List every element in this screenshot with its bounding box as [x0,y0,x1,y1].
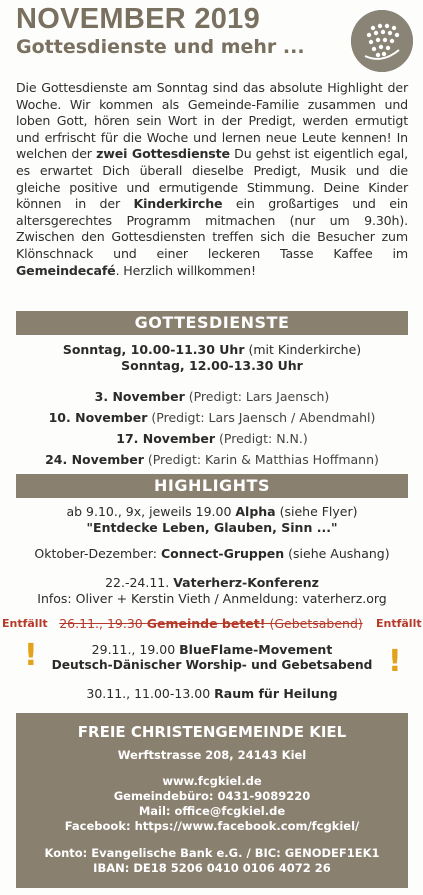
page-subtitle: Gottesdienste und mehr ... [16,36,305,58]
cancelled-label-right: Entfällt [376,617,422,630]
highlight-vaterherz: 22.-24.11. Vaterherz-Konferenz [105,575,319,590]
church-facebook-link[interactable]: Facebook: https://www.facebook.com/fcgkiel/ [64,819,360,833]
exclamation-icon: ! [24,638,38,673]
service-date: 10. November (Predigt: Lars Jaensch / Abendmahl) [48,410,376,425]
service-date: 3. November (Predigt: Lars Jaensch) [94,389,330,404]
cancelled-label-left: Entfällt [2,617,48,630]
cancelled-event: 26.11., 19.30 Gemeinde betet! (Gebetsabend) [59,616,363,631]
highlight-blueflame: 29.11., 19.00 BlueFlame-Movement [91,642,333,657]
header [16,4,336,59]
gottesdienste-heading: GOTTESDIENSTE [16,311,408,335]
highlights-heading: HIGHLIGHTS [16,474,408,498]
service-time-2: Sonntag, 12.00-13.30 Uhr [121,358,303,373]
church-logo-icon [351,10,413,72]
service-date: 24. November (Predigt: Karin & Matthias Hoffmann) [45,452,379,467]
highlight-blueflame-subtitle: Deutsch-Dänischer Worship- und Gebetsabend [51,658,373,672]
service-date: 17. November (Predigt: N.N.) [116,431,308,446]
service-time-1: Sonntag, 10.00-11.30 Uhr (mit Kinderkirche) [62,342,362,357]
highlight-alpha-quote: "Entdecke Leben, Glauben, Sinn ..." [86,520,338,535]
bank-iban: IBAN: DE18 5206 0410 0106 4072 26 [93,861,331,875]
church-email-link[interactable]: Mail: office@fcgkiel.de [138,804,286,818]
church-address: Werftstrasse 208, 24143 Kiel [117,748,307,762]
highlight-vaterherz-info: Infos: Oliver + Kerstin Vieth / Anmeldung: vaterherz.org [37,591,387,606]
church-name: FREIE CHRISTENGEMEINDE KIEL [77,723,347,741]
highlight-alpha: ab 9.10., 9x, jeweils 19.00 Alpha (siehe Flyer) [66,504,358,519]
intro-text: Die Gottesdienste am Sonntag sind das absolute Highlight der Woche. Wir kommen als Gemeinde-Familie zusammen und loben Gott, hören sein Wort in der Predigt, werden ermutigt und erfrischt für die Woche und lernen neue Leute kennen! In welchen der zwei Gottesdienste Du gehst ist eigentlich egal, es erwartet Dich überall dieselbe Predigt, Musik und die gleiche positive und ermutigende Stimmung. Deine Kinder können in der Kinderkirche ein großartiges und ein altersgerechtes Programm mitmachen (nur um 9.30h). Zwischen den Gottesdiensten treffen sich die Besucher zum Klönschnack und einer leckeren Tasse Kaffee im Gemeindecafé. Herzlich willkommen! [16,80,409,278]
page-title: NOVEMBER 2019 [16,3,261,35]
church-website-link[interactable]: www.fcgkiel.de [162,774,262,788]
highlight-connect: Oktober-Dezember: Connect-Gruppen (siehe Aushang) [34,546,390,561]
highlight-cancelled [0,615,423,632]
church-phone: Gemeindebüro: 0431-9089220 [113,789,311,803]
exclamation-icon: ! [388,644,402,679]
contact-footer [16,713,408,888]
bank-account: Konto: Evangelische Bank e.G. / BIC: GENODEF1EK1 [44,846,380,860]
highlight-heilung: 30.11., 11.00-13.00 Raum für Heilung [86,686,338,701]
